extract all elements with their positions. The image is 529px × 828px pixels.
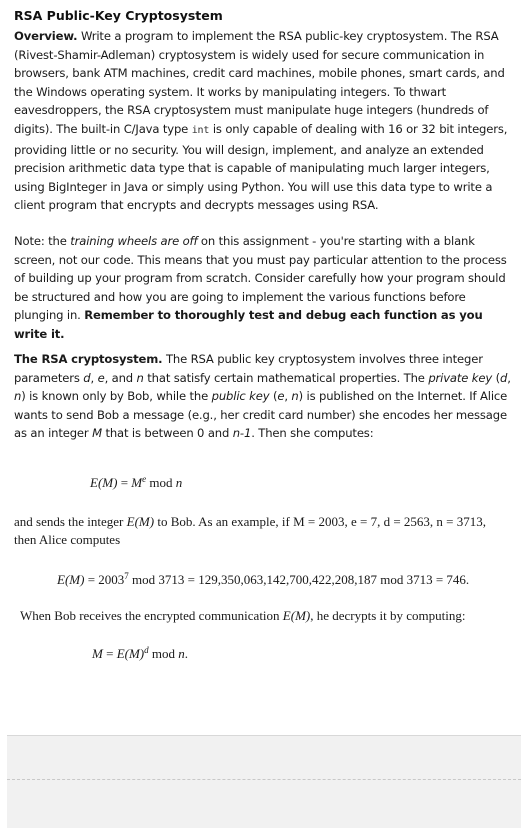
rsa-text: , xyxy=(284,389,292,404)
formula-eq: = xyxy=(102,646,117,661)
var-d: d xyxy=(83,370,91,385)
overview-label: Overview. xyxy=(14,29,78,43)
var-n: n xyxy=(136,370,144,385)
rsa-text: The RSA public key cryptosystem involves three integer parameters xyxy=(14,352,483,385)
formula-lhs: M xyxy=(92,646,103,661)
page-title: RSA Public-Key Cryptosystem xyxy=(14,8,223,23)
var-n-minus-1: n-1 xyxy=(232,426,252,441)
rsa-text: , xyxy=(507,370,511,385)
example-text-cont: to Bob. As an example, if M = 2003, e = 7, d = 2563, n = 3713, then Alice computes xyxy=(14,514,486,547)
formula-exponent: 7 xyxy=(124,571,129,581)
example-em: E(M) xyxy=(126,514,155,529)
rsa-paragraph xyxy=(14,350,514,443)
bob-text: When Bob receives the encrypted communication xyxy=(20,608,283,623)
example-computation xyxy=(57,571,469,589)
rsa-text: ( xyxy=(269,389,278,404)
formula-eq: = 2003 xyxy=(84,572,125,587)
formula-mod: mod xyxy=(146,475,176,490)
rsa-label: The RSA cryptosystem. xyxy=(14,352,163,366)
formula-exponent: e xyxy=(142,474,147,484)
rsa-text: , xyxy=(90,370,98,385)
var-n: n xyxy=(291,389,299,404)
var-m: M xyxy=(92,426,102,441)
note-emphasis: training wheels are off xyxy=(70,234,198,248)
formula-period: . xyxy=(184,646,188,661)
formula-eq: = xyxy=(117,475,132,490)
rsa-text: that satisfy certain mathematical properties. The xyxy=(143,370,429,385)
note-paragraph xyxy=(14,232,514,344)
overview-text: Write a program to implement the RSA public-key cryptosystem. The RSA (Rivest-Shamir-Adleman) cryptosystem is widely used for secure communication in browsers, bank ATM machines, credit card machines, mobile phones, smart cards, and the Windows operating system. It works by manipulating integers. To thwart eavesdroppers, the RSA cryptosystem must manipulate huge integers (hundreds of digits). The built-in C/Java type xyxy=(14,29,505,136)
bob-paragraph xyxy=(20,607,466,625)
overview-text-cont: is only capable of dealing with 16 or 32 bit integers, providing little or no security. You will design, implement, and analyze an extended precision arithmetic data type that is capable of manipulating much larger integers, using BigInteger in Java or simply using Python. You will use this data type to write a client program that encrypts and decrypts messages using RSA. xyxy=(14,121,508,213)
private-key-term: private key xyxy=(428,370,493,385)
rsa-text: . Then she computes: xyxy=(251,426,374,441)
var-e: e xyxy=(97,370,105,385)
formula-mod: mod xyxy=(148,646,179,661)
note-text-cont: on this assignment - you're starting with a blank screen, not our code. This means that you must pay particular attention to the process of building up your program from scratch. Consider carefully how your program should be structured and how you are going to implement the various functions before plunging in. xyxy=(14,234,507,323)
note-text: Note: the xyxy=(14,234,71,248)
dashed-divider xyxy=(7,779,521,780)
formula-base: M xyxy=(131,475,143,490)
overview-paragraph xyxy=(14,27,514,215)
var-n: n xyxy=(14,389,22,404)
rsa-text: ) is known only by Bob, while the xyxy=(21,389,212,404)
encryption-formula xyxy=(90,474,182,492)
formula-lhs: E(M) xyxy=(90,475,118,490)
inline-code: int xyxy=(191,124,210,136)
formula-modulus: n xyxy=(175,475,183,490)
formula-modulus: n xyxy=(178,646,185,661)
note-bold-instruction: Remember to thoroughly test and debug each function as you write it. xyxy=(14,308,483,341)
bob-em: E(M) xyxy=(282,608,311,623)
formula-lhs: E(M) xyxy=(57,572,85,587)
example-paragraph xyxy=(14,513,504,549)
formula-exponent: d xyxy=(144,645,149,655)
var-d: d xyxy=(500,370,508,385)
rsa-text: , and xyxy=(104,370,137,385)
rsa-text: that is between 0 and xyxy=(101,426,233,441)
rsa-text: ) is published on the Internet. If Alice wants to send Bob a message (e.g., her credit card number) she encodes her message as an integer xyxy=(14,389,508,441)
example-text: and sends the integer xyxy=(14,514,127,529)
public-key-term: public key xyxy=(211,389,270,404)
bob-text-cont: , he decrypts it by computing: xyxy=(310,608,466,623)
blank-lower-panel xyxy=(7,735,521,828)
rsa-text: ( xyxy=(492,370,500,385)
formula-em: E(M) xyxy=(116,646,145,661)
formula-result: mod 3713 = 129,350,063,142,700,422,208,187 mod 3713 = 746. xyxy=(128,572,470,587)
var-e: e xyxy=(277,389,285,404)
decryption-formula xyxy=(92,645,188,663)
